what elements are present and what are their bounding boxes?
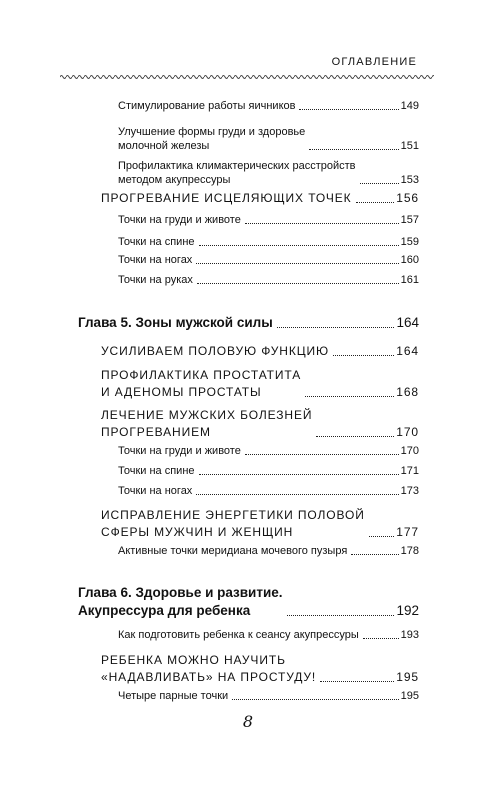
leader-dots xyxy=(196,263,398,264)
leader-dots xyxy=(305,396,394,397)
leader-dots xyxy=(320,681,394,682)
toc-entry-page: 193 xyxy=(400,629,419,641)
toc-entry-title: УСИЛИВАЕМ ПОЛОВУЮ ФУНКЦИЮ xyxy=(101,344,330,358)
leader-dots xyxy=(196,494,398,495)
toc-entry-title: Точки на груди и животе xyxy=(118,445,241,457)
bottom-ornament-rule-left xyxy=(60,727,232,733)
toc-entry-title: ЛЕЧЕНИЕ МУЖСКИХ БОЛЕЗНЕЙ ПРОГРЕВАНИЕМ xyxy=(101,408,313,439)
toc-chapter[interactable] xyxy=(78,314,419,332)
toc-entry[interactable] xyxy=(118,125,419,153)
toc-entry-title: ПРОФИЛАКТИКА ПРОСТАТИТА И АДЕНОМЫ ПРОСТАТЫ xyxy=(101,368,302,399)
toc-entry-page: 192 xyxy=(396,603,419,618)
bottom-ornament-rule-right xyxy=(263,727,434,733)
toc-entry-title: Профилактика климактерических расстройств методом акупрессуры xyxy=(118,160,356,186)
toc-entry-title: ИСПРАВЛЕНИЕ ЭНЕРГЕТИКИ ПОЛОВОЙ СФЕРЫ МУЖЧИН И ЖЕНЩИН xyxy=(101,508,365,539)
leader-dots xyxy=(299,109,398,110)
toc-entry-page: 153 xyxy=(400,174,419,186)
leader-dots xyxy=(287,615,395,616)
toc-entry-page: 164 xyxy=(396,344,419,358)
toc-entry[interactable] xyxy=(118,544,419,558)
toc-entry-title: Четыре парные точки xyxy=(118,690,229,702)
toc-entry-page: 178 xyxy=(400,545,419,557)
toc-entry-title: Точки на ногах xyxy=(118,485,193,497)
leader-dots xyxy=(360,183,399,184)
leader-dots xyxy=(363,638,399,639)
toc-entry-page: 168 xyxy=(396,385,419,399)
toc-entry-page: 151 xyxy=(400,140,419,152)
toc-entry[interactable] xyxy=(118,628,419,642)
leader-dots xyxy=(351,554,398,555)
toc-entry[interactable] xyxy=(118,159,419,187)
leader-dots xyxy=(356,202,395,203)
toc-entry[interactable] xyxy=(118,99,419,113)
leader-dots xyxy=(232,699,398,700)
toc-entry[interactable] xyxy=(118,253,419,267)
toc-entry-page: 171 xyxy=(400,465,419,477)
toc-entry-page: 160 xyxy=(400,254,419,266)
toc-entry[interactable] xyxy=(118,484,419,498)
toc-entry-title: Точки на руках xyxy=(118,274,193,286)
toc-entry-title: Глава 6. Здоровье и развитие. Акупрессура для ребенка xyxy=(78,585,283,618)
toc-entry-title: Как подготовить ребенка к сеансу акупрессуры xyxy=(118,629,359,641)
toc-entry-title: Улучшение формы груди и здоровье молочной железы xyxy=(118,126,306,152)
toc-section[interactable] xyxy=(101,652,419,686)
toc-entry[interactable] xyxy=(118,235,419,249)
toc-entry-page: 157 xyxy=(400,214,419,226)
leader-dots xyxy=(369,536,394,537)
toc-entry-title: Точки на ногах xyxy=(118,254,193,266)
toc-entry-page: 159 xyxy=(400,236,419,248)
leader-dots xyxy=(245,223,399,224)
toc-entry-title: Точки на спине xyxy=(118,236,195,248)
toc-entry-page: 161 xyxy=(400,274,419,286)
leader-dots xyxy=(199,245,399,246)
toc-entry[interactable] xyxy=(118,464,419,478)
running-header: ОГЛАВЛЕНИЕ xyxy=(331,56,417,68)
toc-entry-page: 195 xyxy=(396,670,419,684)
toc-entry[interactable] xyxy=(118,273,419,287)
toc-entry-page: 177 xyxy=(396,525,419,539)
leader-dots xyxy=(197,283,399,284)
toc-section[interactable] xyxy=(101,343,419,360)
toc-entry-page: 164 xyxy=(396,315,419,330)
toc-section[interactable] xyxy=(101,407,419,441)
toc-section[interactable] xyxy=(101,190,419,207)
leader-dots xyxy=(277,327,395,328)
toc-entry[interactable] xyxy=(118,213,419,227)
toc-entry[interactable] xyxy=(118,444,419,458)
toc-entry-page: 170 xyxy=(396,425,419,439)
toc-entry[interactable] xyxy=(118,689,419,703)
leader-dots xyxy=(333,355,394,356)
toc-entry-title: ПРОГРЕВАНИЕ ИСЦЕЛЯЮЩИХ ТОЧЕК xyxy=(101,191,352,205)
toc-section[interactable] xyxy=(101,507,419,541)
toc-entry-title: Глава 5. Зоны мужской силы xyxy=(78,315,273,330)
toc-entry-page: 149 xyxy=(400,100,419,112)
toc-chapter[interactable] xyxy=(78,584,419,620)
toc-entry-page: 173 xyxy=(400,485,419,497)
leader-dots xyxy=(309,149,398,150)
toc-entry-title: РЕБЕНКА МОЖНО НАУЧИТЬ «НАДАВЛИВАТЬ» НА ПРОСТУДУ! xyxy=(101,653,317,684)
page-number: 8 xyxy=(242,712,254,731)
toc-entry-title: Активные точки меридиана мочевого пузыря xyxy=(118,545,348,557)
toc-section[interactable] xyxy=(101,367,419,401)
toc-entry-page: 156 xyxy=(396,191,419,205)
toc-entry-title: Точки на спине xyxy=(118,465,195,477)
toc-entry-title: Точки на груди и животе xyxy=(118,214,241,226)
toc-entry-title: Стимулирование работы яичников xyxy=(118,100,296,112)
leader-dots xyxy=(199,474,399,475)
toc-entry-page: 170 xyxy=(400,445,419,457)
leader-dots xyxy=(245,454,399,455)
toc-entry-page: 195 xyxy=(400,690,419,702)
leader-dots xyxy=(316,436,394,437)
